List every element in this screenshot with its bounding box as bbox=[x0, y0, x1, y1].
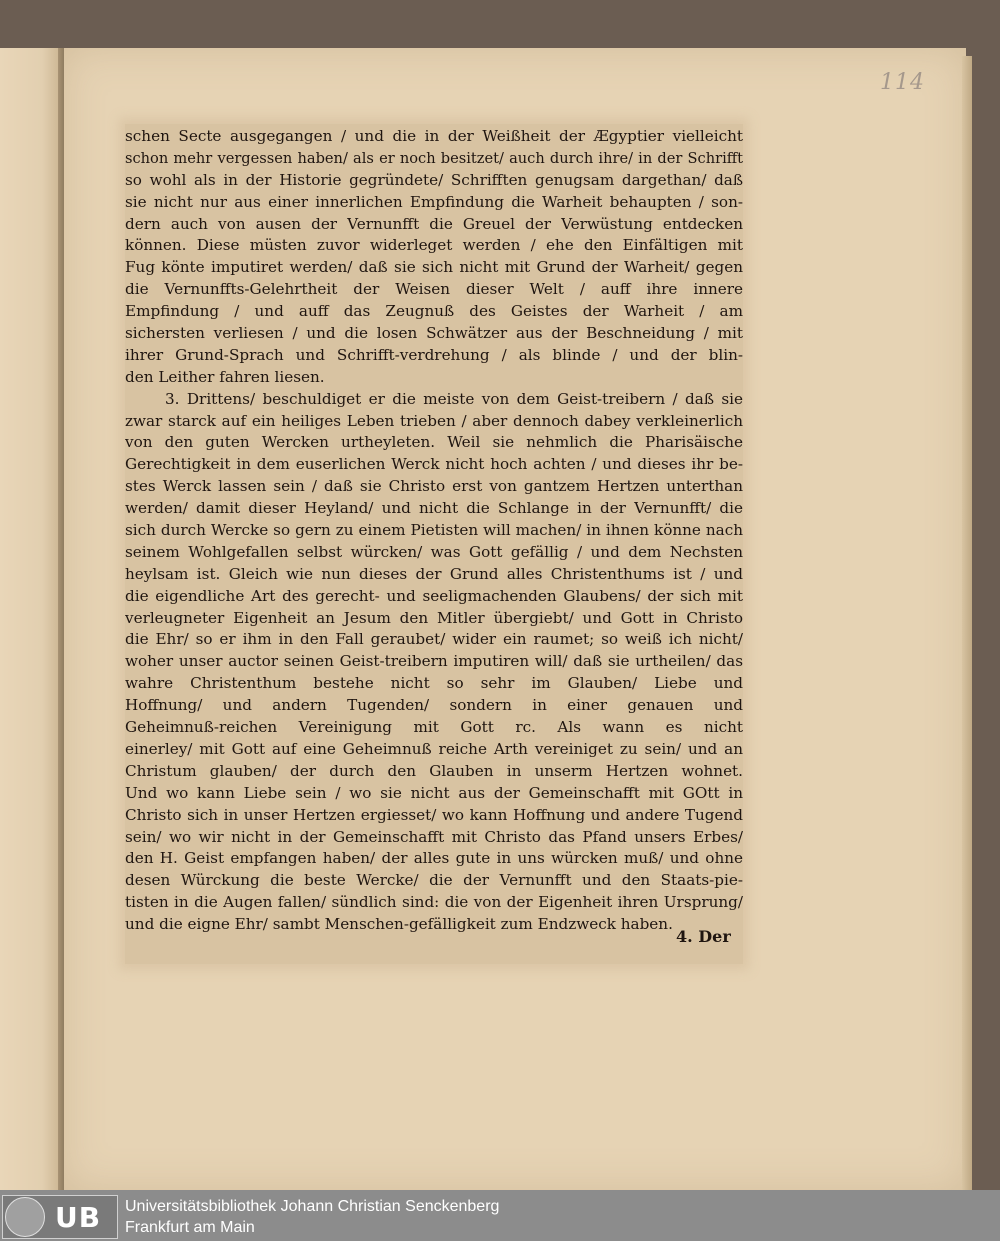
text-line: Empfindung / und auff das Zeugnuß des Geistes der Warheit / am bbox=[125, 302, 743, 321]
page-right-edge bbox=[962, 56, 972, 1190]
text-line: Christum glauben/ der durch den Glauben in unserm Hertzen wohnet. bbox=[125, 761, 743, 780]
library-name bbox=[125, 1196, 499, 1238]
text-line: schen Secte ausgegangen / und die in der Weißheit der Ægyptier vielleicht bbox=[125, 127, 743, 145]
text-line: die eigendliche Art des gerecht- und seeligmachenden Glaubens/ der sich mit bbox=[125, 586, 743, 605]
text-line: Und wo kann Liebe sein / wo sie nicht aus der Gemeinschafft mit GOtt in bbox=[125, 783, 743, 802]
text-line: Christo sich in unser Hertzen ergiesset/ wo kann Hoffnung und andere Tugend bbox=[125, 805, 743, 824]
text-line: sie nicht nur aus einer innerlichen Empfindung die Warheit behaupten / son- bbox=[125, 192, 743, 211]
text-line: verleugneter Eigenheit an Jesum den Mitler übergiebt/ und Gott in Christo bbox=[125, 608, 743, 627]
text-line: die Vernunffts-Gelehrtheit der Weisen dieser Welt / auff ihre innere bbox=[125, 280, 743, 299]
text-line: Geheimnuß-reichen Vereinigung mit Gott rc. Als wann es nicht bbox=[125, 718, 743, 737]
text-line: zwar starck auf ein heiliges Leben trieben / aber dennoch dabey verkleinerlich bbox=[125, 411, 743, 430]
text-line: sein/ wo wir nicht in der Gemeinschafft mit Christo das Pfand unsers Erbes/ bbox=[125, 827, 743, 846]
text-line: schon mehr vergessen haben/ als er noch besitzet/ auch durch ihre/ in der Schrifft bbox=[125, 149, 743, 167]
logo-text: UB bbox=[55, 1200, 102, 1234]
library-name-line1: Universitätsbibliothek Johann Christian Senckenberg bbox=[125, 1198, 500, 1215]
text-line: sichersten verliesen / und die losen Schwätzer aus der Beschneidung / mit bbox=[125, 324, 743, 343]
text-line: seinem Wohlgefallen selbst würcken/ was Gott gefällig / und dem Nechsten bbox=[125, 542, 743, 561]
text-line: und die eigne Ehr/ sambt Menschen-gefälligkeit zum Endzweck haben. bbox=[125, 915, 673, 934]
library-name-line2: Frankfurt am Main bbox=[125, 1219, 255, 1236]
catchword: 4. Der bbox=[676, 927, 731, 946]
text-line: können. Diese müsten zuvor widerleget werden / ehe den Einfältigen mit bbox=[125, 236, 743, 255]
text-line: heylsam ist. Gleich wie nun dieses der Grund alles Christenthums ist / und bbox=[125, 564, 743, 583]
text-line: Fug könte imputiret werden/ daß sie sich nicht mit Grund der Warheit/ gegen bbox=[125, 258, 743, 277]
text-line: dern auch von ausen der Vernunfft die Greuel der Verwüstung entdecken bbox=[125, 214, 743, 233]
text-line: stes Werck lassen sein / daß sie Christo erst von gantzem Hertzen unterthan bbox=[125, 477, 743, 496]
text-line: den H. Geist empfangen haben/ der alles gute in uns würcken muß/ und ohne bbox=[125, 849, 743, 868]
seal-icon bbox=[5, 1197, 45, 1237]
body-text bbox=[125, 126, 743, 936]
text-line: von den guten Wercken urtheyleten. Weil sie nehmlich die Pharisäische bbox=[125, 433, 743, 452]
text-line: den Leither fahren liesen. bbox=[125, 367, 325, 386]
library-logo[interactable] bbox=[2, 1195, 118, 1239]
facing-page-edge bbox=[0, 48, 60, 1190]
text-line: die Ehr/ so er ihm in den Fall geraubet/ wider ein raumet; so weiß ich nicht/ bbox=[125, 630, 743, 649]
text-line: wahre Christenthum bestehe nicht so sehr im Glauben/ Liebe und bbox=[125, 674, 743, 693]
text-line: Gerechtigkeit in dem euserlichen Werck nicht hoch achten / und dieses ihr be- bbox=[125, 455, 743, 474]
text-line: tisten in die Augen fallen/ sündlich sind: die von der Eigenheit ihren Ursprung/ bbox=[125, 893, 743, 912]
text-line: werden/ damit dieser Heyland/ und nicht die Schlange in der Vernunfft/ die bbox=[125, 499, 743, 518]
text-line: so wohl als in der Historie gegründete/ Schrifften genugsam dargethan/ daß bbox=[125, 170, 743, 189]
text-line: woher unser auctor seinen Geist-treibern imputiren will/ daß sie urtheilen/ das bbox=[125, 652, 743, 671]
page-number: 114 bbox=[880, 70, 925, 95]
text-line: Hoffnung/ und andern Tugenden/ sondern in einer genauen und bbox=[125, 696, 743, 715]
text-line: ihrer Grund-Sprach und Schrifft-verdrehung / als blinde / und der blin- bbox=[125, 345, 743, 364]
text-line: 3. Drittens/ beschuldiget er die meiste von dem Geist-treibern / daß sie bbox=[165, 389, 743, 408]
text-line: einerley/ mit Gott auf eine Geheimnuß reiche Arth vereiniget zu sein/ und an bbox=[125, 739, 743, 758]
text-line: desen Würckung die beste Wercke/ die der Vernunfft und den Staats-pie- bbox=[125, 871, 743, 890]
text-line: sich durch Wercke so gern zu einem Pietisten will machen/ in ihnen könne nach bbox=[125, 521, 743, 540]
